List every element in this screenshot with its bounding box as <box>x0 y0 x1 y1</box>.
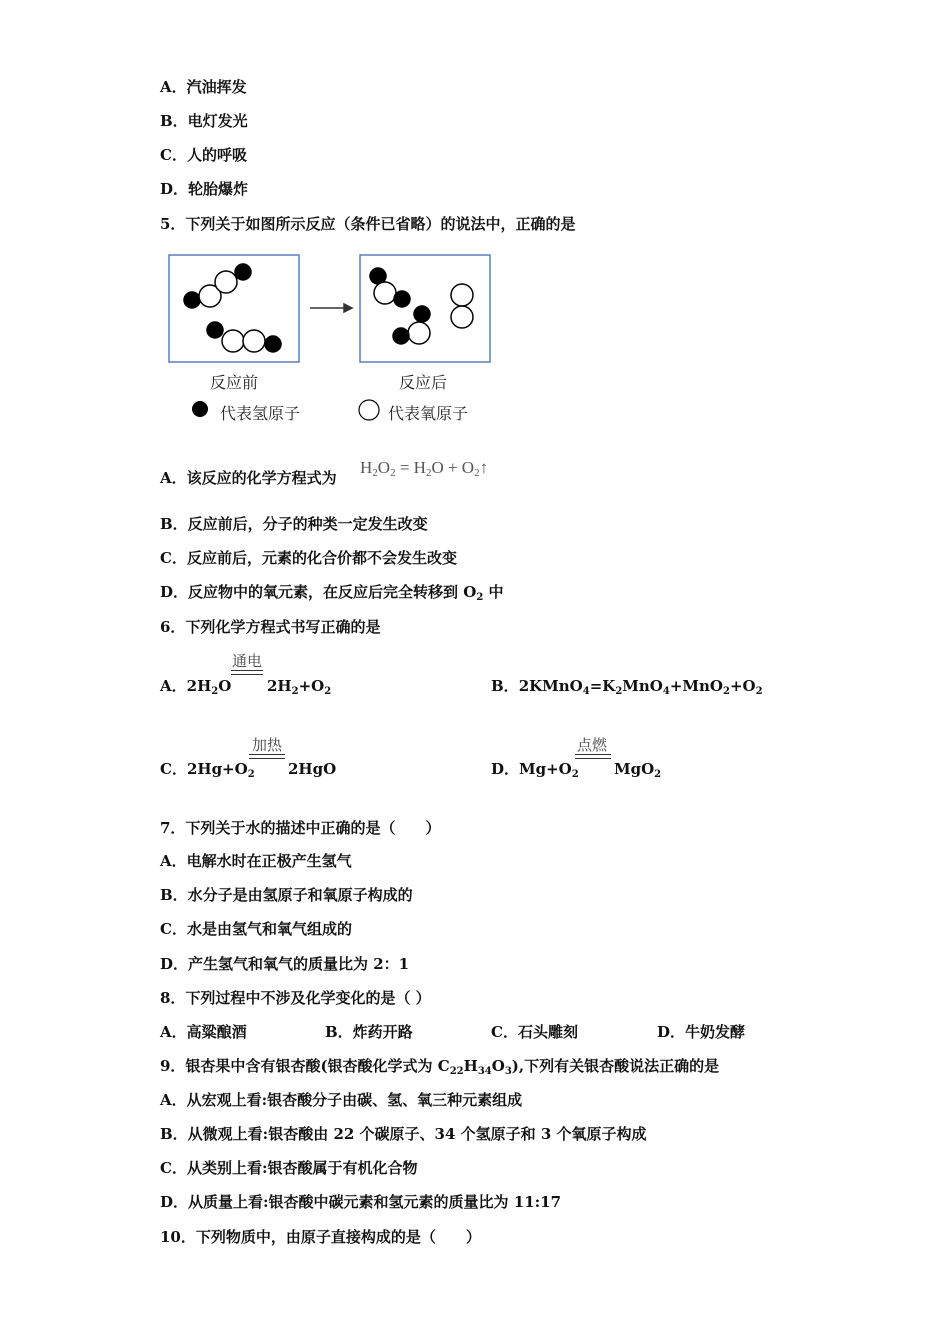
q4-option-a: A．汽油挥发 <box>160 78 247 96</box>
q6-a-products: $2H_2+O_2$ <box>267 677 332 697</box>
q9-option-a: A．从宏观上看:银杏酸分子由碳、氢、氧三种元素组成 <box>160 1091 523 1109</box>
q6-option-d: D．$Mg+O_2$ <box>491 760 579 780</box>
q7-option-d: D．产生氢气和氧气的质量比为 2：1 <box>160 955 410 973</box>
q6-d-products: MgO$_2$ <box>614 760 662 780</box>
q6-option-a: A．$2H_2O$ <box>160 677 232 697</box>
q5-option-a: A．该反应的化学方程式为 <box>160 469 337 487</box>
q6-stem: 6．下列化学方程式书写正确的是 <box>160 618 381 636</box>
q6-c-products: 2HgO <box>288 760 337 778</box>
reaction-arrow <box>310 304 352 312</box>
q6-a-double-line <box>231 670 263 675</box>
q8-option-b: B．炸药开路 <box>325 1023 413 1041</box>
q6-option-b: B．$2KMnO_4=K_2MnO_4+MnO_2+O_2$ <box>491 677 763 697</box>
q4-option-b: B．电灯发光 <box>160 112 248 130</box>
q9-stem: 9．银杏果中含有银杏酸(银杏酸化学式为 $C_{22}H_{34}O_3$),下列有关银杏酸说法正确的是 <box>160 1057 720 1077</box>
q6-option-c: C．$2Hg+O_2$ <box>160 760 255 780</box>
q7-option-c: C．水是由氢气和氧气组成的 <box>160 920 352 938</box>
q6-c-double-line <box>249 754 285 759</box>
q7-option-b: B．水分子是由氢原子和氧原子构成的 <box>160 886 413 904</box>
after-label: 反应后 <box>399 373 448 392</box>
before-label: 反应前 <box>210 373 259 392</box>
q9-option-d: D．从质量上看:银杏酸中碳元素和氢元素的质量比为 11:17 <box>160 1193 562 1211</box>
q9-option-c: C．从类别上看:银杏酸属于有机化合物 <box>160 1159 418 1177</box>
q6-d-condition: 点燃 <box>576 736 607 754</box>
q7-option-a: A．电解水时在正极产生氢气 <box>160 852 352 870</box>
q6-c-condition: 加热 <box>251 736 282 754</box>
legend-oxygen-label: 代表氧原子 <box>388 404 469 423</box>
legend-oxygen-atom <box>359 400 379 420</box>
q6-a-condition: 通电 <box>231 652 262 670</box>
q5-option-b: B．反应前后，分子的种类一定发生改变 <box>160 515 428 533</box>
q8-stem: 8．下列过程中不涉及化学变化的是（ ） <box>160 989 431 1007</box>
q6-d-double-line <box>575 754 611 759</box>
q10-stem: 10．下列物质中，由原子直接构成的是（ ） <box>160 1228 481 1246</box>
q5-option-c: C．反应前后，元素的化合价都不会发生改变 <box>160 549 457 567</box>
legend-hydrogen-atom <box>192 401 208 417</box>
q8-option-c: C．石头雕刻 <box>491 1023 578 1041</box>
legend-hydrogen-label: 代表氢原子 <box>220 404 301 423</box>
q8-option-d: D．牛奶发酵 <box>657 1023 746 1041</box>
q9-option-b: B．从微观上看:银杏酸由 22 个碳原子、34 个氢原子和 3 个氧原子构成 <box>160 1125 647 1143</box>
q5-option-a-equation: $H_2O_2 = H_2O$ + $O_2↑$ <box>360 458 489 479</box>
q5-option-d: D．反应物中的氧元素，在反应后完全转移到 $O_2$ 中 <box>160 583 504 603</box>
q8-option-a: A．高粱酿酒 <box>160 1023 247 1041</box>
q4-option-d: D．轮胎爆炸 <box>160 180 249 198</box>
q5-stem: 5．下列关于如图所示反应（条件已省略）的说法中，正确的是 <box>160 215 576 233</box>
q4-option-c: C．人的呼吸 <box>160 146 247 164</box>
q7-stem: 7．下列关于水的描述中正确的是（ ） <box>160 819 441 837</box>
